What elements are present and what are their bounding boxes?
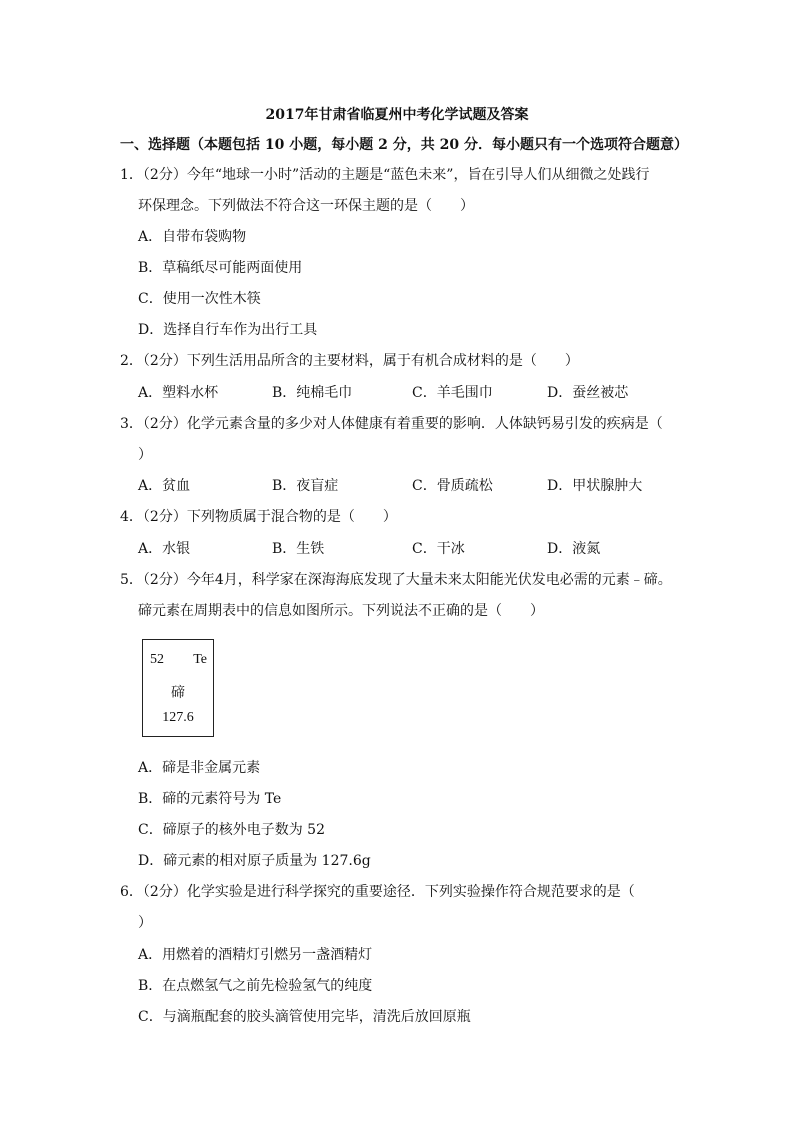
question-2-option-b: B．纯棉毛巾: [272, 385, 353, 401]
question-1-option-d: D．选择自行车作为出行工具: [138, 322, 318, 338]
question-4-option-d: D．液氮: [547, 541, 601, 557]
question-1-option-b: B．草稿纸尽可能两面使用: [138, 260, 303, 276]
question-3-option-c: C．骨质疏松: [412, 478, 493, 494]
element-name: 碲: [171, 686, 185, 701]
question-6-line-1: 6．（2分）化学实验是进行科学探究的重要途径．下列实验操作符合规范要求的是（: [120, 884, 635, 900]
question-1-option-c: C．使用一次性木筷: [138, 291, 261, 307]
question-3-option-b: B．夜盲症: [272, 478, 339, 494]
question-6-option-c: C．与滴瓶配套的胶头滴管使用完毕，清洗后放回原瓶: [138, 1009, 471, 1025]
question-3-line-2: ）: [138, 447, 152, 463]
periodic-table-cell: [142, 639, 214, 737]
section-heading: 一、选择题（本题包括 10 小题，每小题 2 分，共 20 分．每小题只有一个选项符合题意）: [120, 137, 688, 153]
question-4-option-a: A．水银: [138, 541, 191, 557]
question-2-option-d: D．蚕丝被芯: [547, 385, 629, 401]
question-1-line-2: 环保理念。下列做法不符合这一环保主题的是（ ）: [138, 198, 474, 214]
question-2-option-a: A．塑料水杯: [138, 385, 219, 401]
question-4-line-1: 4．（2分）下列物质属于混合物的是（ ）: [120, 509, 397, 525]
question-4-option-b: B．生铁: [272, 541, 325, 557]
question-5-option-d: D．碲元素的相对原子质量为 127.6g: [138, 853, 371, 869]
question-2-line-1: 2．（2分）下列生活用品所含的主要材料，属于有机合成材料的是（ ）: [120, 353, 579, 369]
question-3-line-1: 3．（2分）化学元素含量的多少对人体健康有着重要的影响．人体缺钙易引发的疾病是（: [120, 416, 663, 432]
question-5-option-b: B．碲的元素符号为 Te: [138, 791, 282, 807]
question-4-option-c: C．干冰: [412, 541, 465, 557]
question-3-option-d: D．甲状腺肿大: [547, 478, 643, 494]
question-6-option-b: B．在点燃氢气之前先检验氢气的纯度: [138, 978, 373, 994]
question-5-line-1: 5．（2分）今年4月，科学家在深海海底发现了大量未来太阳能光伏发电必需的元素﹣碲。: [120, 572, 672, 588]
question-6-line-2: ）: [138, 915, 152, 931]
question-1-option-a: A．自带布袋购物: [138, 229, 247, 245]
question-5-line-2: 碲元素在周期表中的信息如图所示。下列说法不正确的是（ ）: [138, 603, 544, 619]
question-3-option-a: A．贫血: [138, 478, 191, 494]
atomic-number: 52: [150, 652, 164, 667]
question-1-line-1: 1．（2分）今年“地球一小时”活动的主题是“蓝色未来”，旨在引导人们从细微之处践行: [120, 167, 650, 183]
question-2-option-c: C．羊毛围巾: [412, 385, 493, 401]
page-title: 2017年甘肃省临夏州中考化学试题及答案: [265, 107, 529, 123]
atomic-mass: 127.6: [162, 710, 194, 725]
question-5-option-c: C．碲原子的核外电子数为 52: [138, 822, 325, 838]
element-symbol: Te: [193, 652, 207, 667]
question-5-option-a: A．碲是非金属元素: [138, 760, 261, 776]
question-6-option-a: A．用燃着的酒精灯引燃另一盏酒精灯: [138, 947, 373, 963]
